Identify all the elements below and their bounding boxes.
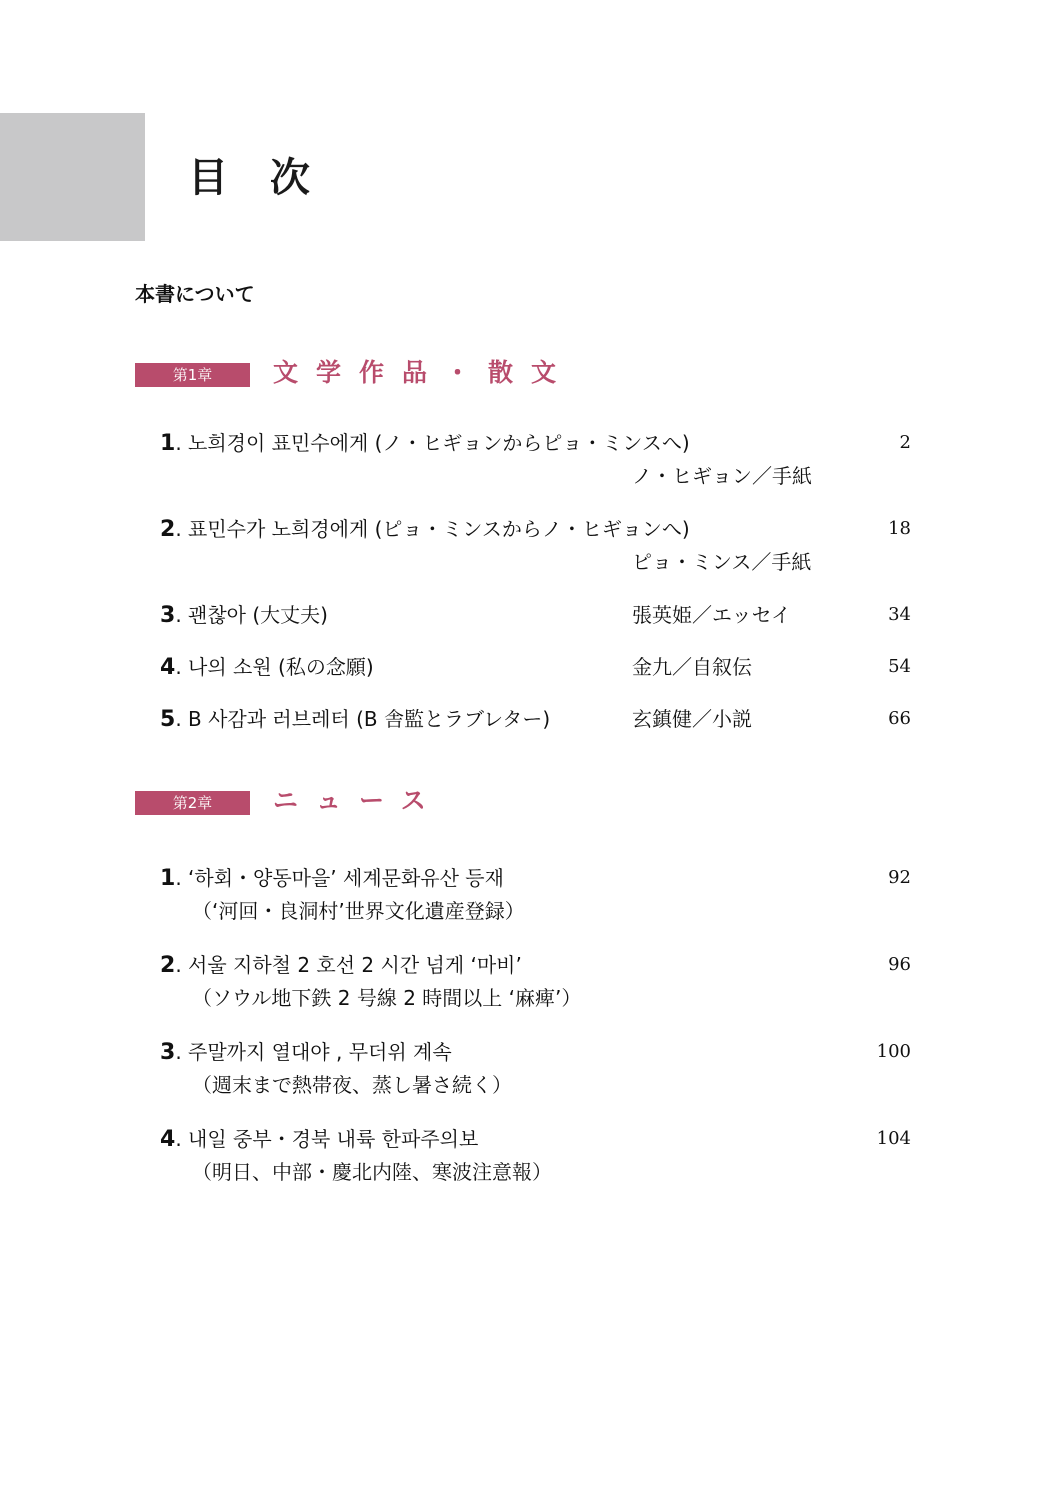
entry-author: 金九／自叙伝 xyxy=(632,655,752,679)
entry-number: 4 xyxy=(160,655,176,680)
chapter-1-badge: 第1章 xyxy=(135,363,250,387)
entry-number: 3 xyxy=(160,1040,176,1065)
toc-entry-2-1[interactable] xyxy=(160,863,920,929)
entry-number-dot: . xyxy=(175,866,189,890)
toc-entry-1-3[interactable] xyxy=(160,600,920,630)
toc-entry-1-4[interactable] xyxy=(160,652,920,682)
entry-page: 34 xyxy=(888,604,911,625)
entry-number: 2 xyxy=(160,517,176,542)
toc-entry-1-2[interactable] xyxy=(160,514,920,580)
about-this-book-link[interactable]: 本書について xyxy=(135,282,255,306)
entry-author: 張英姫／エッセイ xyxy=(632,603,791,627)
entry-subtitle: （明日、中部・慶北内陸、寒波注意報） xyxy=(192,1160,552,1184)
entry-page: 104 xyxy=(876,1128,911,1149)
toc-entry-2-4[interactable] xyxy=(160,1124,920,1190)
toc-entry-2-2[interactable] xyxy=(160,950,920,1016)
entry-page: 96 xyxy=(888,954,911,975)
entry-number: 2 xyxy=(160,953,176,978)
entry-author: 玄鎮健／小説 xyxy=(632,707,752,731)
chapter-2-header xyxy=(135,788,835,818)
toc-entry-1-1[interactable] xyxy=(160,428,920,494)
title-gray-block xyxy=(0,113,145,241)
chapter-1-title[interactable]: 文学作品・散文 xyxy=(273,358,575,387)
entry-number: 3 xyxy=(160,603,176,628)
entry-title: 노희경이 표민수에게 (ノ・ヒギョンからピョ・ミンスへ) xyxy=(188,431,690,455)
entry-number-dot: . xyxy=(175,517,189,541)
entry-title: 내일 중부・경북 내륙 한파주의보 xyxy=(188,1127,479,1151)
entry-number-dot: . xyxy=(175,603,189,627)
entry-subtitle: （‘河回・良洞村’世界文化遺産登録） xyxy=(192,899,525,923)
chapter-2-title[interactable]: ニュース xyxy=(273,786,444,815)
entry-number: 1 xyxy=(160,866,176,891)
entry-number-dot: . xyxy=(175,655,189,679)
chapter-2-badge: 第2章 xyxy=(135,791,250,815)
entry-title: 나의 소원 (私の念願) xyxy=(188,655,374,679)
entry-subtitle: （週末まで熱帯夜、蒸し暑さ続く） xyxy=(192,1073,512,1097)
entry-title: 주말까지 열대야 , 무더위 계속 xyxy=(188,1040,452,1064)
entry-number: 4 xyxy=(160,1127,176,1152)
entry-page: 18 xyxy=(888,518,911,539)
entry-author: ノ・ヒギョン／手紙 xyxy=(632,464,812,488)
entry-number-dot: . xyxy=(175,1127,189,1151)
entry-title: 서울 지하철 2 호선 2 시간 넘게 ‘마비’ xyxy=(188,953,522,977)
entry-number-dot: . xyxy=(175,1040,189,1064)
entry-number-dot: . xyxy=(175,953,189,977)
entry-title: 표민수가 노희경에게 (ピョ・ミンスからノ・ヒギョンへ) xyxy=(188,517,690,541)
entry-title: ‘하회・양동마을’ 세계문화유산 등재 xyxy=(188,866,504,890)
entry-number-dot: . xyxy=(175,431,189,455)
entry-subtitle: （ソウル地下鉄 2 号線 2 時間以上 ‘麻痺’） xyxy=(192,986,582,1010)
entry-number: 5 xyxy=(160,707,176,732)
entry-title: 괜찮아 (大丈夫) xyxy=(188,603,328,627)
toc-entry-2-3[interactable] xyxy=(160,1037,920,1103)
entry-page: 100 xyxy=(876,1041,911,1062)
entry-number-dot: . xyxy=(175,707,189,731)
entry-number: 1 xyxy=(160,431,176,456)
page-title: 目 次 xyxy=(188,154,324,201)
entry-author: ピョ・ミンス／手紙 xyxy=(632,550,812,574)
entry-title: B 사감과 러브레터 (B 舎監とラブレター) xyxy=(188,707,551,731)
chapter-1-header xyxy=(135,360,835,390)
entry-page: 54 xyxy=(888,656,911,677)
entry-page: 66 xyxy=(888,708,911,729)
entry-page: 2 xyxy=(899,432,911,453)
entry-page: 92 xyxy=(888,867,911,888)
toc-entry-1-5[interactable] xyxy=(160,704,920,734)
